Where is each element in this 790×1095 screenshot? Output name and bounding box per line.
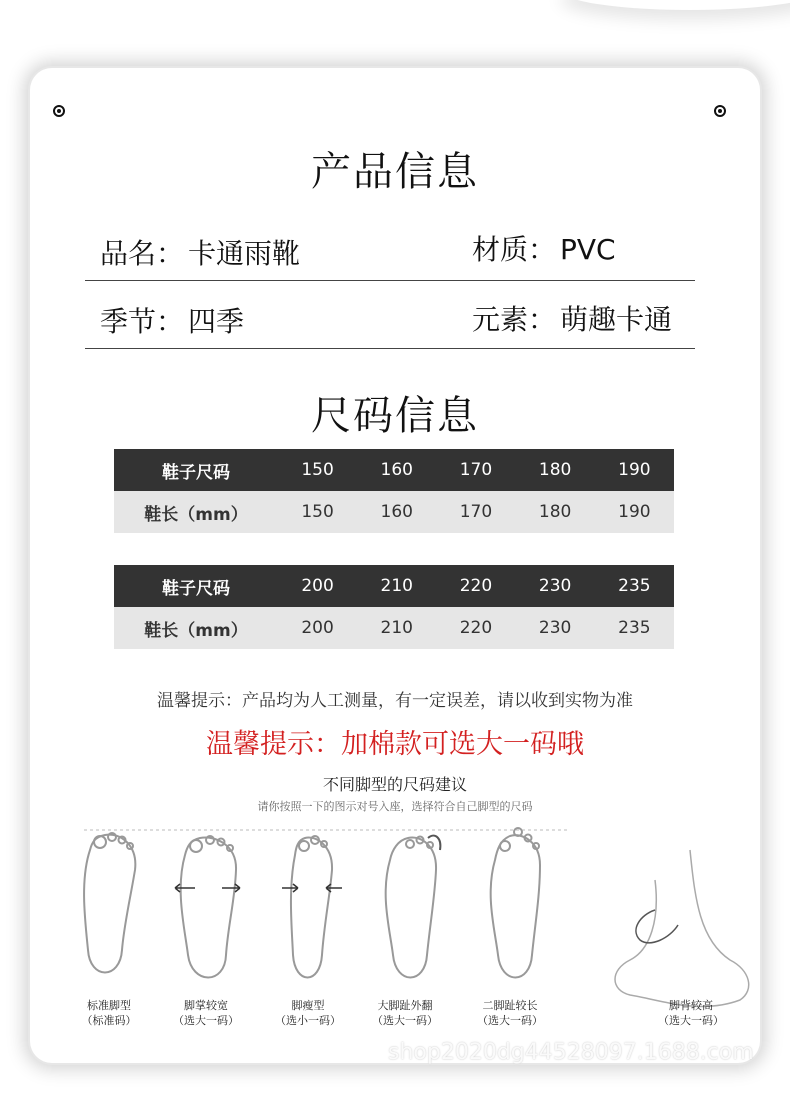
foot-type-caption: [636, 998, 746, 1028]
size-row: [114, 449, 674, 491]
foot-type-caption: [350, 998, 460, 1028]
foot-guide-subtitle: 请你按照一下的图示对号入座，选择符合自己脚型的尺码: [257, 800, 533, 813]
element-value: 萌趣卡通: [560, 303, 673, 336]
foot-type-advice: （选小一码）: [275, 1014, 341, 1027]
length-cell: 180: [516, 491, 595, 533]
length-cell: 150: [278, 491, 357, 533]
material-label: 材质：: [472, 233, 557, 266]
foot-type-caption: [455, 998, 565, 1028]
foot-type-advice: （选大一码）: [173, 1014, 239, 1027]
length-cell: 230: [516, 607, 595, 649]
size-cell: 200: [278, 565, 357, 607]
length-cell: 170: [436, 491, 515, 533]
foot-type-advice: （选大一码）: [372, 1014, 438, 1027]
foot-type-name: 二脚趾较长: [482, 999, 538, 1012]
product-name: [100, 232, 300, 272]
product-info-title: 产品信息: [311, 149, 479, 195]
foot-type-advice: （选大一码）: [477, 1014, 543, 1027]
material: [472, 228, 616, 268]
length-cell: 190: [595, 491, 674, 533]
size-cell: 170: [436, 449, 515, 491]
info-row-season-element: [85, 288, 695, 349]
foot-type-name: 大脚趾外翻: [377, 999, 433, 1012]
info-row-name-material: [85, 220, 695, 281]
long-second-toe-foot-icon: [491, 828, 540, 978]
product-info-card: [30, 68, 760, 1063]
size-cell: 235: [595, 565, 674, 607]
foot-type-caption: [54, 998, 164, 1028]
binder-ring-icon: [53, 105, 65, 117]
length-cell: 200: [278, 607, 357, 649]
thin-foot-icon: [282, 836, 342, 978]
product-name-label: 品名：: [100, 237, 185, 270]
bunion-foot-icon: [386, 836, 441, 978]
decorative-shadow: [560, 0, 790, 10]
season-value: 四季: [188, 305, 245, 338]
size-table-1: [114, 449, 674, 533]
product-name-value: 卡通雨靴: [188, 237, 301, 270]
size-cell: 190: [595, 449, 674, 491]
foot-guide-title: 不同脚型的尺码建议: [322, 775, 467, 794]
shop-watermark: shop2020dg44528097.1688.com: [388, 1040, 754, 1065]
size-cell: 150: [278, 449, 357, 491]
cotton-size-note: 温馨提示：加棉款可选大一码哦: [206, 729, 584, 760]
wide-foot-icon: [175, 836, 240, 978]
size-cell: 220: [436, 565, 515, 607]
size-info-title: 尺码信息: [311, 393, 479, 439]
size-label: 鞋子尺码: [114, 449, 278, 491]
standard-foot-icon: [84, 833, 135, 973]
length-label: 鞋长（mm）: [114, 607, 278, 649]
length-label: 鞋长（mm）: [114, 491, 278, 533]
foot-type-name: 脚瘦型: [291, 999, 325, 1012]
foot-type-name: 脚背较高: [669, 999, 713, 1012]
measurement-note: 温馨提示：产品均为人工测量，有一定误差，请以收到实物为准: [157, 691, 633, 711]
length-cell: 220: [436, 607, 515, 649]
size-cell: 210: [357, 565, 436, 607]
element-label: 元素：: [472, 303, 557, 336]
foot-type-advice: （选大一码）: [658, 1014, 724, 1027]
length-cell: 235: [595, 607, 674, 649]
binder-ring-icon: [714, 105, 726, 117]
foot-type-caption: [151, 998, 261, 1028]
material-value: PVC: [560, 233, 616, 266]
length-cell: 210: [357, 607, 436, 649]
foot-type-name: 标准脚型: [87, 999, 131, 1012]
season: [100, 300, 244, 340]
size-label: 鞋子尺码: [114, 565, 278, 607]
length-row: [114, 491, 674, 533]
high-instep-foot-icon: [615, 850, 749, 1006]
size-cell: 180: [516, 449, 595, 491]
element: [472, 298, 672, 338]
season-label: 季节：: [100, 305, 185, 338]
foot-type-name: 脚掌较宽: [184, 999, 228, 1012]
foot-type-advice: （标准码）: [81, 1014, 137, 1027]
foot-type-illustrations: [50, 820, 750, 1030]
length-cell: 160: [357, 491, 436, 533]
size-row: [114, 565, 674, 607]
foot-type-caption: [253, 998, 363, 1028]
length-row: [114, 607, 674, 649]
size-table-2: [114, 565, 674, 649]
size-cell: 230: [516, 565, 595, 607]
size-cell: 160: [357, 449, 436, 491]
